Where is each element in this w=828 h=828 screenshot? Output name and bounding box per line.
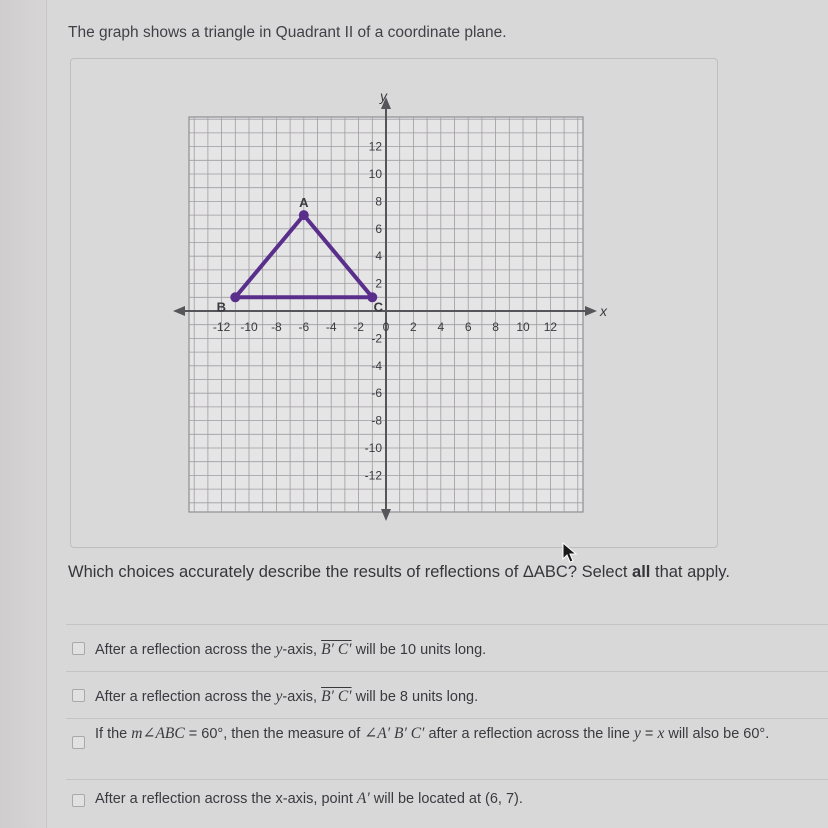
x-tick-label: 8: [492, 320, 499, 334]
y-axis-label: y: [380, 88, 387, 104]
x-axis-label: x: [600, 303, 607, 319]
question-all: all: [632, 563, 651, 581]
choice-text-4[interactable]: After a reflection across the x-axis, point A′ will be located at (6, 7).: [95, 790, 523, 807]
choice-option-3[interactable]: [66, 718, 828, 779]
x-tick-label: 6: [464, 320, 472, 334]
choice-option-2[interactable]: [66, 671, 828, 718]
x-axis-arrow-right: [585, 306, 597, 316]
x-tick-label: 10: [516, 320, 530, 334]
vertex-label-C: C: [373, 299, 383, 315]
y-tick-label: 12: [368, 139, 382, 154]
choice-option-4[interactable]: [66, 779, 828, 820]
question-text: [68, 563, 730, 582]
question-triangle: ΔABC: [522, 563, 568, 581]
y-tick-label: -8: [371, 413, 382, 428]
vertex-B: [230, 292, 240, 302]
y-tick-label: -2: [371, 331, 382, 346]
checkbox-4[interactable]: [72, 794, 85, 807]
choice-text-1[interactable]: After a reflection across the y-axis, B′ C′ will be 10 units long.: [95, 641, 487, 658]
y-tick-label: 6: [375, 221, 382, 236]
y-tick-label: 2: [375, 276, 382, 291]
x-tick-label: 4: [437, 320, 445, 334]
x-tick-label: 0: [382, 320, 390, 334]
choice-text-2[interactable]: After a reflection across the y-axis, B′ C′ will be 8 units long.: [95, 688, 479, 705]
x-axis-arrow-left: [173, 306, 185, 316]
checkbox-2[interactable]: [72, 689, 85, 702]
vertex-label-A: A: [299, 195, 309, 211]
y-tick-label: 10: [368, 167, 382, 181]
y-tick-label: -10: [364, 441, 382, 455]
choice-list: [66, 624, 828, 820]
checkbox-3[interactable]: [72, 736, 85, 749]
vertex-label-B: B: [216, 299, 226, 315]
question-pre: Which choices accurately describe the results of reflections of: [68, 563, 523, 581]
left-gutter: [0, 0, 47, 828]
x-tick-label: -8: [271, 320, 282, 334]
coordinate-plane: [71, 59, 717, 547]
y-axis-arrow-down: [381, 509, 391, 521]
x-tick-label: -12: [212, 320, 231, 334]
graph-card: [70, 58, 718, 548]
vertex-A: [299, 210, 309, 220]
y-tick-label: -6: [371, 386, 382, 401]
choice-text-3[interactable]: If the m∠ABC = 60°, then the measure of ∠A′ B′ C′ after a reflection across the line y = x will also be 60°.: [95, 725, 770, 742]
intro-text: The graph shows a triangle in Quadrant II of a coordinate plane.: [68, 24, 507, 41]
x-tick-label: 12: [543, 320, 558, 334]
x-tick-label: 2: [410, 320, 417, 334]
x-tick-label: -4: [325, 320, 337, 334]
question-mid: ? Select: [567, 563, 633, 581]
question-post: that apply.: [650, 563, 730, 581]
x-tick-label: -10: [240, 320, 258, 334]
x-tick-label: -2: [353, 320, 364, 334]
checkbox-1[interactable]: [72, 642, 85, 655]
choice-option-1[interactable]: [66, 624, 828, 671]
mouse-cursor-icon: [562, 542, 578, 564]
x-tick-label: -6: [298, 320, 310, 334]
y-tick-label: 8: [375, 194, 382, 209]
y-tick-label: -4: [371, 358, 382, 373]
y-tick-label: -12: [364, 468, 382, 483]
y-tick-label: 4: [375, 249, 382, 264]
